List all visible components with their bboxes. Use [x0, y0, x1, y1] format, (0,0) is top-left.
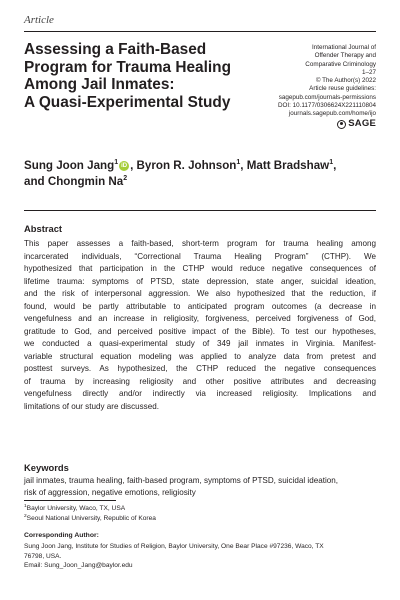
- keywords-heading: Keywords: [24, 462, 69, 473]
- section-rule: [24, 210, 376, 211]
- corresponding-email[interactable]: Email: Sung_Joon_Jang@baylor.edu: [24, 562, 133, 570]
- abstract-line: lifetime trauma: symptoms of PTSD, state depression, state anger, suicidal ideation,: [24, 276, 376, 286]
- affiliation-text: Seoul National University, Republic of Korea: [26, 515, 156, 522]
- affiliations: [24, 504, 376, 524]
- author-name: Sung Joon Jang: [24, 159, 115, 172]
- header-rule: [24, 31, 376, 32]
- affiliation-item: [24, 504, 376, 514]
- abstract-line: variable structural equation modeling was applied to analyze data from pretest and: [24, 351, 376, 361]
- abstract-line: vengefulness directly and/or indirectly via increased religiosity. Implications and: [24, 389, 376, 398]
- author-name: , Byron R. Johnson: [130, 159, 237, 172]
- reuse-guidelines-label: Article reuse guidelines:: [309, 85, 376, 93]
- corresponding-author-heading: Corresponding Author:: [24, 532, 99, 539]
- affiliation-mark: 1: [24, 503, 27, 509]
- journal-name-line: International Journal of: [311, 44, 376, 51]
- corresponding-address-line: 76798, USA.: [24, 552, 62, 560]
- journal-name-line: Comparative Criminology: [305, 60, 376, 68]
- journal-meta: [264, 44, 376, 132]
- abstract-line: This paper assesses a faith-based, short-term program for trauma healing among: [24, 239, 376, 248]
- abstract-body: [24, 238, 376, 413]
- affiliation-text: Baylor University, Waco, TX, USA: [26, 505, 126, 512]
- abstract-line: incarcerated individuals, “Correctional Trauma Healing Program” (CTHP). We: [24, 251, 376, 261]
- abstract-line: gratitude to God, and perceived positive impact of the Bible). To test our hypotheses,: [24, 326, 376, 336]
- footnote-rule: [24, 500, 116, 501]
- abstract-line: hypothesized that participation in the CTHP would reduce negative consequences of: [24, 264, 376, 273]
- author-list: [24, 158, 364, 189]
- abstract-line: posttest surveys. As hypothesized, the CTHP reduced the negative consequences: [24, 364, 376, 373]
- article-title: [24, 41, 292, 111]
- abstract-line: and the risk of interpersonal aggression. We also hypothesized that the reduction, if: [24, 289, 376, 298]
- abstract-line: found, would be partly attributable to anticipated program outcomes (a decrease in: [24, 301, 376, 311]
- author-name: and Chongmin Na: [24, 174, 124, 188]
- corresponding-author-body: [24, 542, 376, 571]
- keywords-line: jail inmates, trauma healing, faith-based program, symptoms of PTSD, suicidal ideation,: [24, 476, 339, 485]
- keywords-line: risk of aggression, negative emotions, religiosity: [24, 487, 196, 497]
- title-line: Program for Trauma Healing: [24, 58, 231, 76]
- abstract-line: of trauma by increasing religiosity and other positive attributes and decreasing: [24, 376, 376, 386]
- author-separator: ,: [333, 159, 337, 172]
- corresponding-address-line: Sung Joon Jang, Institute for Studies of Religion, Baylor University, One Bear Place #97236, Waco, TX: [24, 543, 324, 550]
- sage-logo: [337, 120, 376, 129]
- author-name: , Matt Bradshaw: [240, 159, 330, 172]
- article-type-label: Article: [24, 14, 54, 26]
- author-affiliation-mark: 1: [329, 159, 334, 167]
- orcid-icon[interactable]: iD: [121, 163, 128, 169]
- sage-logo-mark-icon: [337, 120, 346, 129]
- abstract-line: we conducted a quasi-experimental study of 349 jail inmates in Virginia. Manifest-: [24, 339, 376, 348]
- permissions-link[interactable]: sagepub.com/journals-permissions: [278, 93, 376, 101]
- keywords-body: [24, 475, 376, 499]
- abstract-line: limitations of our study are discussed.: [24, 401, 159, 411]
- title-line: Assessing a Faith-Based: [24, 41, 207, 58]
- page-range: 1–27: [361, 68, 376, 76]
- journal-name-line: Offender Therapy and: [314, 52, 376, 60]
- author-affiliation-mark: 1: [114, 159, 119, 167]
- title-line: Among Jail Inmates:: [24, 76, 175, 94]
- copyright: © The Author(s) 2022: [315, 77, 376, 85]
- title-line: A Quasi-Experimental Study: [24, 93, 231, 111]
- affiliation-item: [24, 514, 376, 524]
- author-affiliation-mark: 1: [236, 159, 241, 167]
- affiliation-mark: 2: [24, 513, 27, 519]
- abstract-line: vengefulness and an increase in religiosity, forgiveness, perceived forgiveness of God,: [24, 314, 376, 323]
- doi[interactable]: DOI: 10.1177/0306624X221110804: [277, 102, 376, 110]
- author-affiliation-mark: 2: [123, 174, 128, 182]
- publisher-name: SAGE: [348, 118, 376, 130]
- abstract-heading: Abstract: [24, 223, 63, 234]
- journal-home-link[interactable]: journals.sagepub.com/home/ijo: [288, 110, 376, 118]
